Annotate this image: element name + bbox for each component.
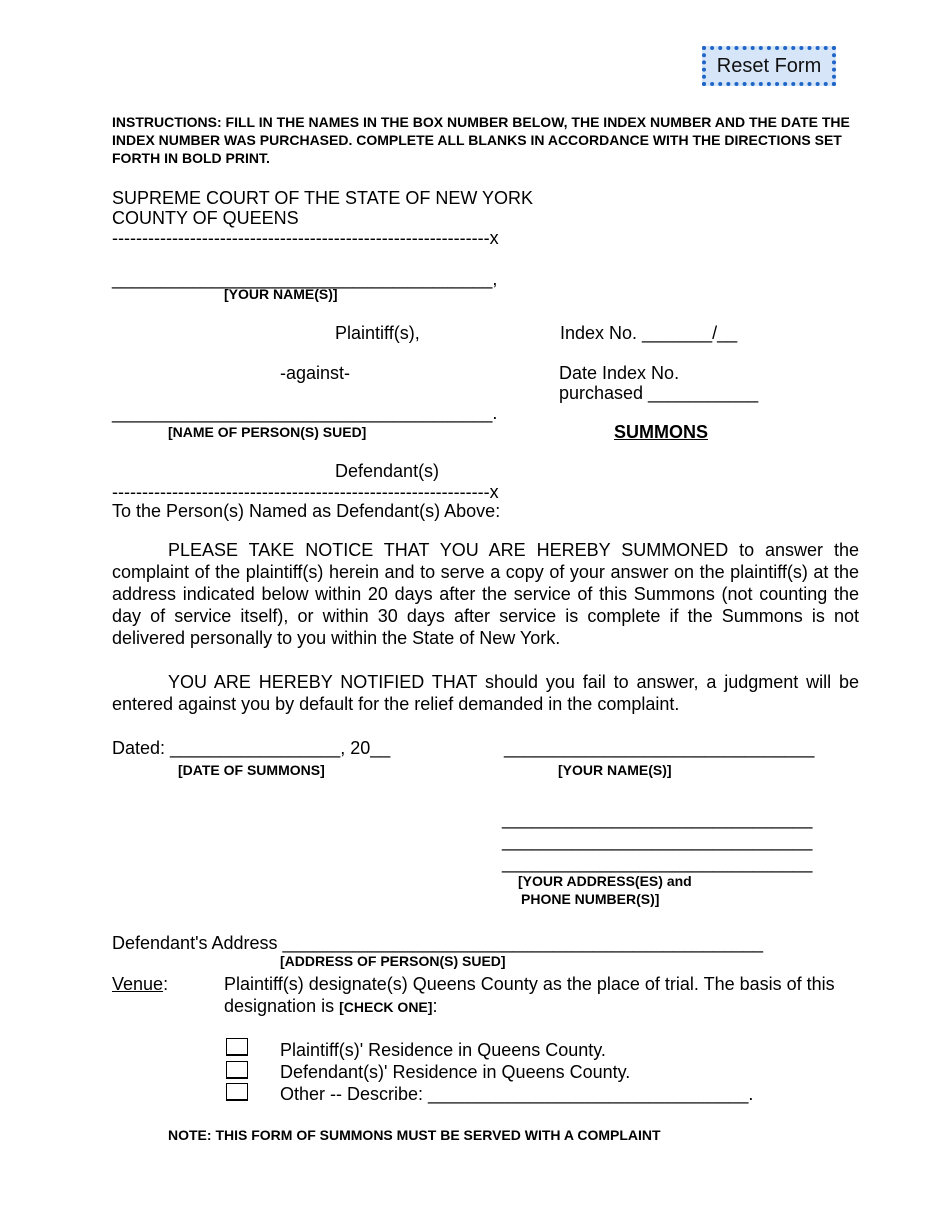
caption-bottom-divider: ---------------------------------------------------------------x xyxy=(112,482,499,502)
signer-name-field[interactable]: _______________________________ xyxy=(504,738,815,758)
addressee: To the Person(s) Named as Defendant(s) Above: xyxy=(112,501,501,521)
document-title: SUMMONS xyxy=(614,422,708,442)
venue-text-line1: Plaintiff(s) designate(s) Queens County as the place of trial. The basis of this xyxy=(224,974,835,994)
defendant-name-field[interactable]: ______________________________________. xyxy=(112,403,498,423)
date-of-summons-label: [DATE OF SUMMONS] xyxy=(178,762,325,778)
notice-paragraph: PLEASE TAKE NOTICE THAT YOU ARE HEREBY SUMMONED to answer the complaint of the plaintiff(s) herein and to serve a copy of your answer on the plaintiff(s) at the address indicated below within 20 days after the service of this Summons (not counting the day of service itself), or within 30 days after service is complete if the Summons is not delivered personally to you within the State of New York. xyxy=(112,540,859,648)
signer-address-field-3[interactable]: _______________________________ xyxy=(502,853,813,873)
instructions: INSTRUCTIONS: FILL IN THE NAMES IN THE BOX NUMBER BELOW, THE INDEX NUMBER AND THE DATE THE INDEX NUMBER WAS PURCHASED. COMPLETE ALL BLANKS IN ACCORDANCE WITH THE DIRECTIONS SET FORTH IN BOLD PRINT. xyxy=(112,114,850,166)
court-county: COUNTY OF QUEENS xyxy=(112,208,299,228)
signer-address-label-1: [YOUR ADDRESS(ES) and xyxy=(518,873,692,889)
defendant-address-field[interactable]: Defendant's Address ________________________________________________ xyxy=(112,933,764,953)
defendant-name-label: [NAME OF PERSON(S) SUED] xyxy=(168,424,367,440)
plaintiff-name-field[interactable]: ______________________________________, xyxy=(112,269,498,289)
against-label: -against- xyxy=(280,363,351,383)
defendant-residence-checkbox[interactable] xyxy=(226,1061,248,1079)
notified-paragraph: YOU ARE HEREBY NOTIFIED THAT should you fail to answer, a judgment will be entered against you by default for the relief demanded in the complaint. xyxy=(112,672,859,714)
complaint-note: NOTE: THIS FORM OF SUMMONS MUST BE SERVED WITH A COMPLAINT xyxy=(168,1127,661,1143)
venue-heading: Venue: xyxy=(112,974,169,994)
reset-form-button[interactable]: Reset Form xyxy=(702,46,836,86)
plaintiff-residence-option: Plaintiff(s)' Residence in Queens County. xyxy=(280,1040,606,1060)
dated-field[interactable]: Dated: _________________, 20__ xyxy=(112,738,391,758)
date-index-label: Date Index No. xyxy=(559,363,680,383)
signer-address-field-2[interactable]: _______________________________ xyxy=(502,831,813,851)
defendant-residence-option: Defendant(s)' Residence in Queens County. xyxy=(280,1062,631,1082)
plaintiff-residence-checkbox[interactable] xyxy=(226,1038,248,1056)
signer-address-label-2: PHONE NUMBER(S)] xyxy=(521,891,660,907)
signer-address-field-1[interactable]: _______________________________ xyxy=(502,809,813,829)
signer-name-label: [YOUR NAME(S)] xyxy=(558,762,672,778)
venue-text-line2: designation is [CHECK ONE]: xyxy=(224,996,438,1016)
date-index-purchased-field[interactable]: purchased ___________ xyxy=(559,383,759,403)
plaintiff-role: Plaintiff(s), xyxy=(335,323,420,343)
court-name: SUPREME COURT OF THE STATE OF NEW YORK xyxy=(112,188,534,208)
defendant-role: Defendant(s) xyxy=(335,461,440,481)
defendant-address-label: [ADDRESS OF PERSON(S) SUED] xyxy=(280,953,506,969)
other-basis-checkbox[interactable] xyxy=(226,1083,248,1101)
caption-top-divider: ---------------------------------------------------------------x xyxy=(112,228,499,248)
other-basis-option[interactable]: Other -- Describe: ________________________________. xyxy=(280,1084,754,1104)
index-number-field[interactable]: Index No. _______/__ xyxy=(560,323,738,343)
plaintiff-name-label: [YOUR NAME(S)] xyxy=(224,286,338,302)
